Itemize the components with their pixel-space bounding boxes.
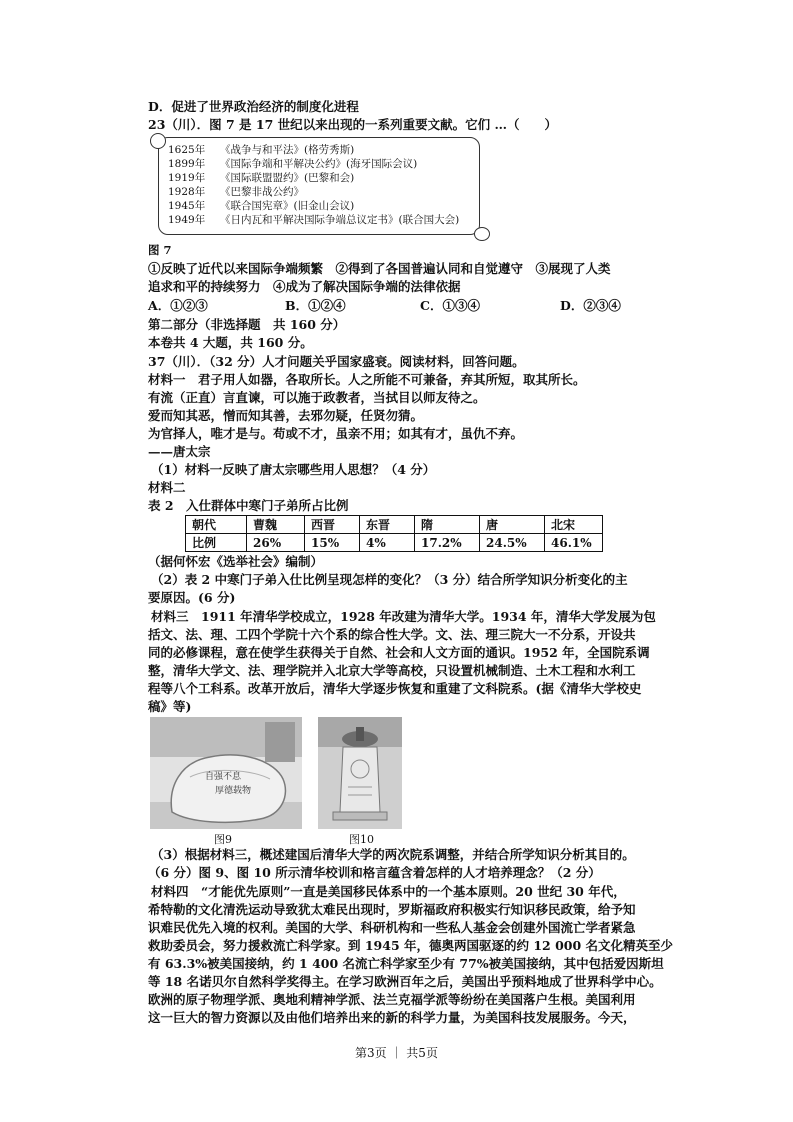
table-row xyxy=(186,534,603,552)
material3-line: 括文、法、理、工四个学院十六个系的综合性大学。文、法、理三院大一不分系，开设共 xyxy=(148,627,636,642)
inscription-1: 自强不息 xyxy=(205,772,242,782)
table-header-row xyxy=(186,516,603,534)
scroll-item: 1625年 《战争与和平法》(格劳秀斯) xyxy=(168,144,355,156)
figure-9-label: 图9 xyxy=(214,833,232,846)
figure-9-photo xyxy=(150,717,302,829)
material3-line: 稿》等) xyxy=(148,699,192,714)
table-cell: 朝代 xyxy=(186,516,247,534)
q23-line2: 追求和平的持续努力 ④成为了解决国际争端的法律依据 xyxy=(148,279,461,294)
material4-line: 希特勒的文化清洗运动导致犹太难民出现时，罗斯福政府积极实行知识移民政策，给予知 xyxy=(148,902,636,917)
material4-line: 识难民优先入境的权利。美国的大学、科研机构和一些私人基金会创建外国流亡学者紧急 xyxy=(148,920,636,935)
table-cell: 隋 xyxy=(415,516,480,534)
q23-option-a: A．①②③ xyxy=(148,298,208,313)
scroll-item: 1919年 《国际联盟盟约》(巴黎和会) xyxy=(168,172,355,184)
table-cell: 26% xyxy=(247,534,305,552)
material1-line: 爱而知其恶，憎而知其善，去邪勿疑，任贤勿猜。 xyxy=(148,408,424,423)
material4-line: 这一巨大的智力资源以及由他们培养出来的新的科学力量，为美国科技发展服务。今天， xyxy=(148,1010,636,1025)
table-cell: 46.1% xyxy=(545,534,603,552)
page-footer: 第3页 ｜ 共5页 xyxy=(355,1046,438,1060)
q37-question-2: 要原因。(6 分) xyxy=(148,590,236,605)
material2-label: 材料二 xyxy=(148,480,186,495)
q37-question-1: （1）材料一反映了唐太宗哪些用人思想？（4 分） xyxy=(151,462,436,477)
table-2-source: （据何怀宏《选举社会》编制） xyxy=(148,554,324,569)
q23-line1: ①反映了近代以来国际争端频繁 ②得到了各国普遍认同和自觉遵守 ③展现了人类 xyxy=(148,261,611,276)
material4-line: 材料四 “才能优先原则”一直是美国移民体系中的一个基本原则。20 世纪 30 年代， xyxy=(151,884,626,899)
table-cell: 比例 xyxy=(186,534,247,552)
scroll-item: 1945年 《联合国宪章》(旧金山会议) xyxy=(168,200,355,212)
table-cell: 东晋 xyxy=(360,516,415,534)
figure-10-label: 图10 xyxy=(349,833,374,846)
material3-line: 程等八个工科系。改革开放后，清华大学逐步恢复和重建了文科院系。(据《清华大学校史 xyxy=(148,681,642,696)
table-cell: 4% xyxy=(360,534,415,552)
scroll-item: 1899年 《国际争端和平解决公约》(海牙国际会议) xyxy=(168,158,418,170)
scroll-item: 1928年 《巴黎非战公约》 xyxy=(168,186,304,198)
q23-option-d: D．②③④ xyxy=(560,298,621,313)
material4-line: 欧洲的原子物理学派、奥地利精神学派、法兰克福学派等纷纷在美国落户生根。美国利用 xyxy=(148,992,636,1007)
part2-intro: 本卷共 4 大题，共 160 分。 xyxy=(148,335,313,350)
table-cell: 西晋 xyxy=(305,516,360,534)
q23-option-b: B．①②④ xyxy=(285,298,346,313)
q37-stem: 37（川）．（32 分）人才问题关乎国家盛衰。阅读材料，回答问题。 xyxy=(148,354,525,369)
table-cell: 曹魏 xyxy=(247,516,305,534)
table-2-title: 表 2 入仕群体中寒门子弟所占比例 xyxy=(148,498,349,513)
q37-question-3: （6 分）图 9、图 10 所示清华校训和格言蕴含着怎样的人才培养理念？（2 分） xyxy=(148,865,601,880)
table-2 xyxy=(185,515,603,552)
table-cell: 北宋 xyxy=(545,516,603,534)
scroll-curl-right xyxy=(474,227,490,241)
material3-line: 整，清华大学文、法、理学院并入北京大学等高校，只设置机械制造、土木工程和水利工 xyxy=(148,663,636,678)
figure-7-label: 图 7 xyxy=(148,243,172,257)
q23-stem: 23（川）．图 7 是 17 世纪以来出现的一系列重要文献。它们 …（ ） xyxy=(148,117,557,132)
material3-line: 同的必修课程，意在使学生获得关于自然、社会和人文方面的通识。1952 年，全国院系调 xyxy=(148,645,650,660)
part2-title: 第二部分（非选择题 共 160 分） xyxy=(148,317,346,332)
table-cell: 24.5% xyxy=(480,534,545,552)
material4-line: 救助委员会，努力援救流亡科学家。到 1945 年，德奥两国驱逐的约 12 000 名文化精英至少 xyxy=(148,938,674,953)
q22-option-d: D．促进了世界政治经济的制度化进程 xyxy=(148,99,359,114)
scroll-item: 1949年 《日内瓦和平解决国际争端总议定书》(联合国大会) xyxy=(168,214,460,226)
q37-question-2: （2）表 2 中寒门子弟入仕比例呈现怎样的变化？（3 分）结合所学知识分析变化的主 xyxy=(151,572,628,587)
table-cell: 15% xyxy=(305,534,360,552)
material1-source: ——唐太宗 xyxy=(148,444,211,459)
material1-line: 材料一 君子用人如器，各取所长。人之所能不可兼备，弃其所短，取其所长。 xyxy=(148,372,586,387)
material1-line: 为官择人，唯才是与。苟或不才，虽亲不用；如其有才，虽仇不弃。 xyxy=(148,426,524,441)
table-cell: 唐 xyxy=(480,516,545,534)
scroll-curl-left xyxy=(150,133,166,149)
q23-option-c: C．①③④ xyxy=(420,298,480,313)
figure-10-photo xyxy=(318,717,402,829)
material4-line: 等 18 名诺贝尔自然科学奖得主。在学习欧洲百年之后，美国出乎预料地成了世界科学中心。 xyxy=(148,974,662,989)
material1-line: 有流（正直）言直谏，可以施于政教者，当拭目以师友待之。 xyxy=(148,390,486,405)
q37-question-3: （3）根据材料三，概述建国后清华大学的两次院系调整，并结合所学知识分析其目的。 xyxy=(151,847,635,862)
material4-line: 有 63.3%被美国接纳，约 1 400 名流亡科学家至少有 77%被美国接纳，其中包括爱因斯坦 xyxy=(148,956,664,971)
table-cell: 17.2% xyxy=(415,534,480,552)
material3-line: 材料三 1911 年清华学校成立，1928 年改建为清华大学。1934 年，清华大学发展为包 xyxy=(151,609,656,624)
inscription-2: 厚德载物 xyxy=(215,786,252,796)
figure-7-scroll xyxy=(150,133,500,241)
